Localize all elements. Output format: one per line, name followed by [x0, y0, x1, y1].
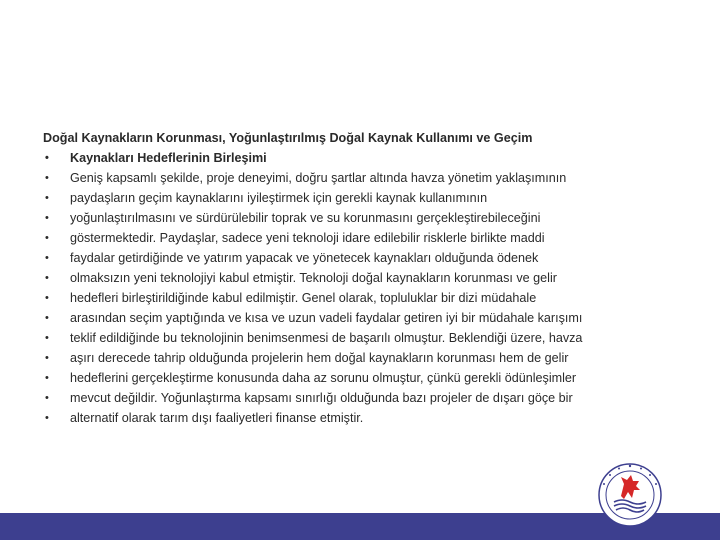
bullet-list — [43, 148, 683, 428]
slide-content — [43, 128, 683, 428]
bullet-item: • Geniş kapsamlı şekilde, proje deneyimi, doğru şartlar altında havza yönetim yaklaşımının — [43, 168, 683, 188]
bullet-item: • hedefleri birleştirildiğinde kabul edilmiştir. Genel olarak, topluluklar bir dizi müdahale — [43, 288, 683, 308]
bullet-item: • alternatif olarak tarım dışı faaliyetleri finanse etmiştir. — [43, 408, 683, 428]
bullet-item: • Kaynakları Hedeflerinin Birleşimi — [43, 148, 683, 168]
bullet-item: • paydaşların geçim kaynaklarını iyileştirmek için gerekli kaynak kullanımının — [43, 188, 683, 208]
bullet-item: • olmaksızın yeni teknolojiyi kabul etmiştir. Teknoloji doğal kaynakların korunması ve gelir — [43, 268, 683, 288]
bullet-item: • aşırı derecede tahrip olduğunda projelerin hem doğal kaynakların korunması hem de gelir — [43, 348, 683, 368]
bullet-item: • teklif edildiğinde bu teknolojinin benimsenmesi de başarılı olmuştur. Beklendiği üzere, havza — [43, 328, 683, 348]
slide-title: Doğal Kaynakların Korunması, Yoğunlaştırılmış Doğal Kaynak Kullanımı ve Geçim — [43, 131, 533, 145]
bullet-item: • göstermektedir. Paydaşlar, sadece yeni teknoloji idare edilebilir risklerle birlikte maddi — [43, 228, 683, 248]
bullet-item: • yoğunlaştırılmasını ve sürdürülebilir toprak ve su korunmasını gerçekleştirebileceğini — [43, 208, 683, 228]
emblem-icon — [597, 462, 663, 528]
bullet-item: • mevcut değildir. Yoğunlaştırma kapsamı sınırlığı olduğunda bazı projeler de dışarı göçe bir — [43, 388, 683, 408]
bullet-item: • faydalar getirdiğinde ve yatırım yapacak ve yönetecek kaynakları olduğunda ödenek — [43, 248, 683, 268]
bullet-item: • arasından seçim yaptığında ve kısa ve uzun vadeli faydalar getiren iyi bir müdahale karışımı — [43, 308, 683, 328]
bullet-item: • hedeflerini gerçekleştirme konusunda daha az sorunu olmuştur, çünkü gerekli ödünleşimler — [43, 368, 683, 388]
